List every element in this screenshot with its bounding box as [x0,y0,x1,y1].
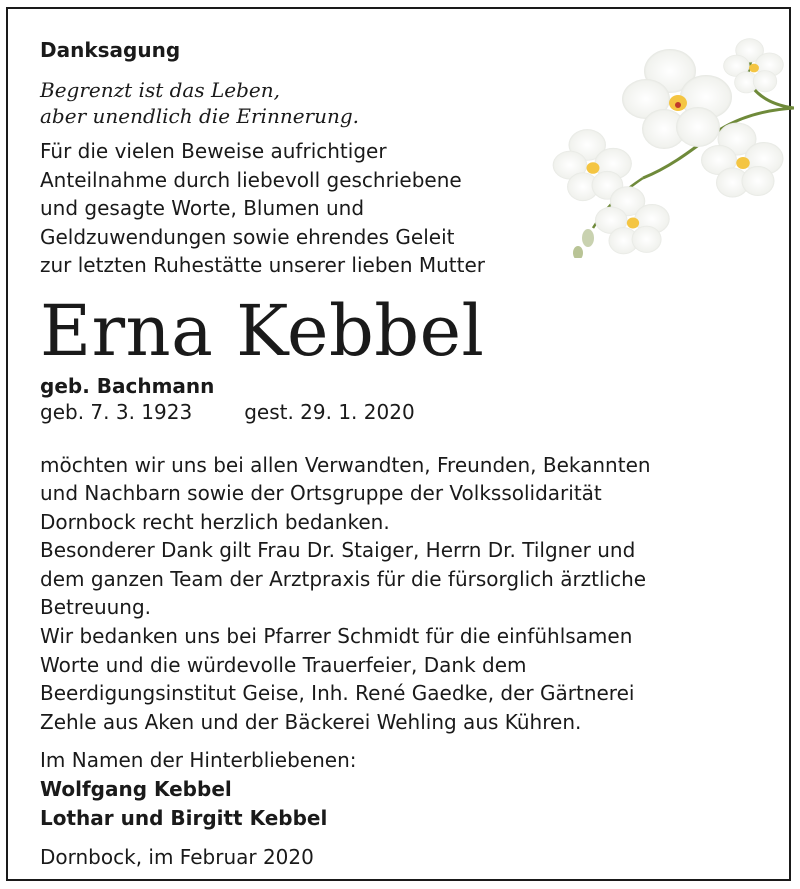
life-dates [40,399,780,425]
birth-date: geb. 7. 3. 1923 [40,399,193,424]
intro-line: zur letzten Ruhestätte unserer lieben Mutter [40,253,485,277]
maiden-name: geb. Bachmann [40,373,215,398]
body-line: Wir bedanken uns bei Pfarrer Schmidt für die einfühlsamen [40,624,633,649]
deceased-name: Erna Kebbel [40,289,485,372]
signatory: Wolfgang Kebbel [40,777,232,802]
body-line: Zehle aus Aken und der Bäckerei Wehling aus Kühren. [40,709,582,734]
body-line: Dornbock recht herzlich bedanken. [40,509,390,534]
body-line: Worte und die würdevolle Trauerfeier, Dank dem [40,652,527,677]
intro-line: Geldzuwendungen sowie ehrendes Geleit [40,224,455,249]
death-date: gest. 29. 1. 2020 [244,399,415,424]
intro-text [40,137,780,280]
closing [40,746,780,832]
body-line: dem ganzen Team der Arztpraxis für die fürsorglich ärztliche [40,566,647,591]
motto [40,77,780,129]
body-line: Beerdigungsinstitut Geise, Inh. René Gaedke, der Gärtnerei [40,681,635,706]
signatory: Lothar und Birgitt Kebbel [40,805,328,830]
place-date: Dornbock, im Februar 2020 [40,845,314,870]
body-line: Besonderer Dank gilt Frau Dr. Staiger, Herrn Dr. Tilgner und [40,538,636,563]
closing-intro: Im Namen der Hinterbliebenen: [40,748,357,773]
motto-line: aber unendlich die Erinnerung. [40,104,360,128]
body-line: Betreuung. [40,595,152,620]
body-line: und Nachbarn sowie der Ortsgruppe der Volkssolidarität [40,481,602,506]
motto-line: Begrenzt ist das Leben, [40,78,280,102]
intro-line: Anteilnahme durch liebevoll geschriebene [40,167,462,192]
intro-line: Für die vielen Beweise aufrichtiger [40,139,387,163]
intro-line: und gesagte Worte, Blumen und [40,196,365,220]
body-line: möchten wir uns bei allen Verwandten, Freunden, Bekannten [40,452,651,477]
thanks-text [40,451,780,737]
notice-heading: Danksagung [40,38,181,62]
notice-content [40,37,780,870]
